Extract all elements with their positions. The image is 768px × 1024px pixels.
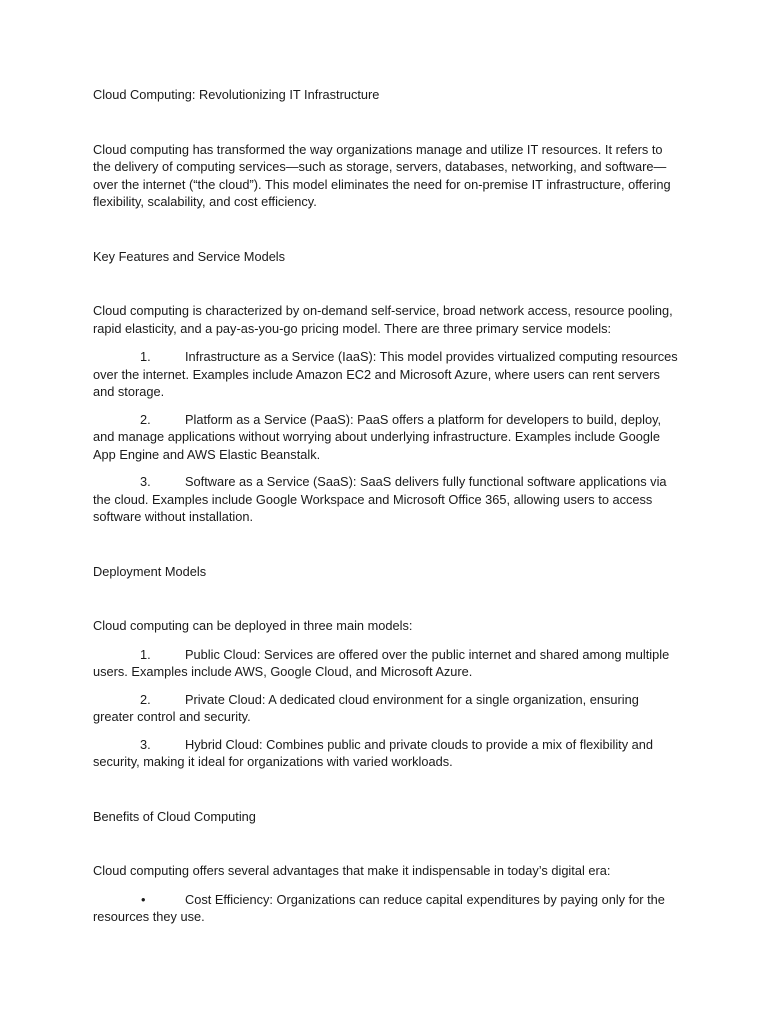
section-intro-benefits: Cloud computing offers several advantages that make it indispensable in today’s digital era:: [93, 863, 611, 878]
list-item: [93, 646, 678, 681]
list-item-text: Public Cloud: Services are offered over the public internet and shared among multiple users. Examples include AWS, Google Cloud, and Microsoft Azure.: [93, 646, 670, 679]
list-number: 2.: [140, 691, 151, 707]
list-item-text: Hybrid Cloud: Combines public and private clouds to provide a mix of flexibility and security, making it ideal for organizations with varied workloads.: [93, 736, 654, 769]
list-number: 2.: [140, 411, 151, 427]
document-title: Cloud Computing: Revolutionizing IT Infrastructure: [93, 87, 380, 102]
spacer: [93, 536, 678, 563]
list-item: [93, 691, 678, 726]
list-number: 1.: [140, 349, 151, 364]
list-item-text: Private Cloud: A dedicated cloud environment for a single organization, ensuring greater control and security.: [93, 691, 639, 724]
list-item-text: Infrastructure as a Service (IaaS): This model provides virtualized computing resources over the internet. Examples include Amazon EC2 and Microsoft Azure, where users can rent servers and storage.: [93, 349, 678, 399]
list-item-text: Software as a Service (SaaS): SaaS delivers fully functional software applications via the cloud. Examples include Google Workspace and Microsoft Office 365, allowing users to access software without installation.: [93, 474, 667, 524]
list-number: 3.: [140, 474, 151, 489]
section-heading-service-models: Key Features and Service Models: [93, 248, 286, 264]
section-heading-benefits: Benefits of Cloud Computing: [93, 808, 256, 824]
list-item: [93, 736, 678, 771]
bullet-icon: •: [141, 891, 146, 907]
list-item-text: Platform as a Service (PaaS): PaaS offers a platform for developers to build, deploy, and manage applications without worrying about underlying infrastructure. Examples include Google App Engine and AWS Elastic Beanstalk.: [93, 411, 662, 462]
list-item: [93, 348, 678, 401]
section-heading-deployment-models: Deployment Models: [93, 563, 207, 579]
list-item: [93, 891, 678, 926]
list-item-text: Cost Efficiency: Organizations can reduce capital expenditures by paying only for the resources they use.: [93, 891, 665, 924]
section-intro-service-models: Cloud computing is characterized by on-demand self-service, broad network access, resource pooling, rapid elasticity, and a pay-as-you-go pricing model. There are three primary service models:: [93, 303, 673, 336]
list-item: [93, 473, 678, 526]
list-number: 3.: [140, 736, 151, 752]
section-intro-deployment-models: Cloud computing can be deployed in three main models:: [93, 618, 413, 633]
spacer: [93, 781, 678, 808]
list-number: 1.: [140, 646, 151, 662]
intro-paragraph: Cloud computing has transformed the way organizations manage and utilize IT resources. It refers to the delivery of computing services—such as storage, servers, databases, networking, and software—over the internet (“the cloud”). This model eliminates the need for on-premise IT infrastructure, offering flexibility, scalability, and cost efficiency.: [93, 141, 671, 209]
list-item: [93, 411, 678, 464]
